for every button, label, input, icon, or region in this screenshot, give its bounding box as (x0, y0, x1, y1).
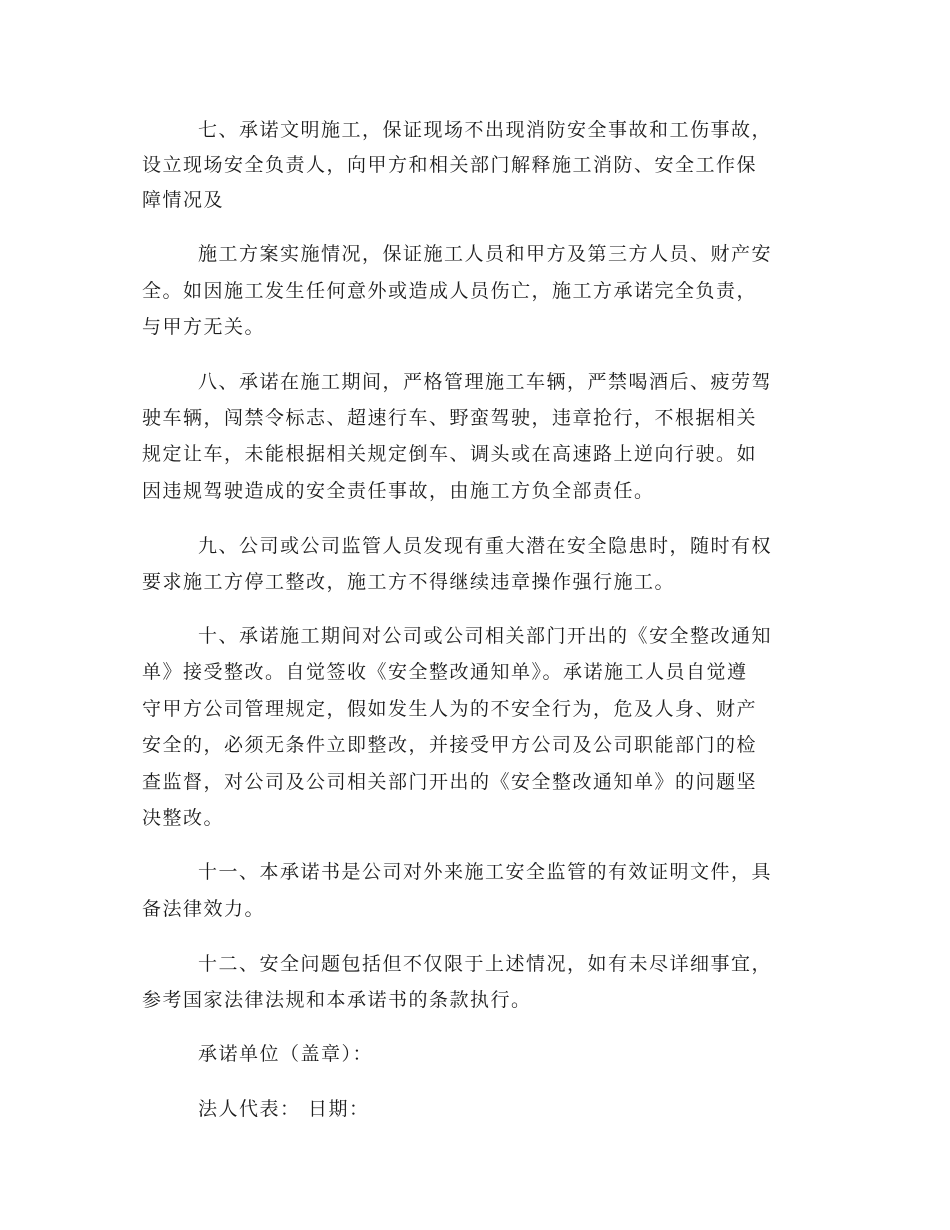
clause-10-line-1: 十、承诺施工期间对公司或公司相关部门开出的《安全整改通知 (198, 625, 773, 647)
clause-12-line-2: 参考国家法律法规和本承诺书的条款执行。 (142, 989, 532, 1011)
clause-7b-line-1: 施工方案实施情况，保证施工人员和甲方及第三方人员、财产安 (198, 243, 773, 265)
clause-7b-line-3: 与甲方无关。 (142, 316, 266, 338)
clause-7-line-1: 七、承诺文明施工，保证现场不出现消防安全事故和工伤事故， (198, 119, 773, 141)
clause-10-line-5: 查监督，对公司及公司相关部门开出的《安全整改通知单》的问题坚 (142, 771, 758, 793)
signature-unit-label: 承诺单位（盖章）： (198, 1043, 374, 1065)
clause-8-line-4: 因违规驾驶造成的安全责任事故，由施工方负全部责任。 (142, 480, 655, 502)
clause-8-line-3: 规定让车，未能根据相关规定倒车、调头或在高速路上逆向行驶。如 (142, 443, 758, 465)
clause-7-line-3: 障情况及 (142, 189, 225, 211)
clause-10-line-3: 守甲方公司管理规定，假如发生人为的不安全行为，危及人身、财产 (142, 698, 758, 720)
clause-8-line-2: 驶车辆，闯禁令标志、超速行车、野蛮驾驶，违章抢行，不根据相关 (142, 407, 758, 429)
clause-9-line-2: 要求施工方停工整改，施工方不得继续违章操作强行施工。 (142, 571, 676, 593)
clause-7-line-2: 设立现场安全负责人，向甲方和相关部门解释施工消防、安全工作保 (142, 154, 758, 176)
signature-rep-date-label: 法人代表： 日期： (198, 1098, 370, 1120)
clause-11-line-2: 备法律效力。 (142, 898, 266, 920)
clause-11-line-1: 十一、本承诺书是公司对外来施工安全监管的有效证明文件，具 (198, 861, 773, 883)
clause-9-line-1: 九、公司或公司监管人员发现有重大潜在安全隐患时，随时有权 (198, 535, 773, 557)
clause-7b-line-2: 全。如因施工发生任何意外或造成人员伤亡，施工方承诺完全负责， (142, 280, 758, 302)
clause-10-line-4: 安全的，必须无条件立即整改，并接受甲方公司及公司职能部门的检 (142, 734, 758, 756)
clause-8-line-1: 八、承诺在施工期间，严格管理施工车辆，严禁喝酒后、疲劳驾 (198, 371, 773, 393)
clause-10-line-6: 决整改。 (142, 807, 225, 829)
clause-10-line-2: 单》接受整改。自觉签收《安全整改通知单》。承诺施工人员自觉遵 (142, 661, 748, 683)
clause-12-line-1: 十二、安全问题包括但不仅限于上述情况，如有未尽详细事宜， (198, 953, 773, 975)
